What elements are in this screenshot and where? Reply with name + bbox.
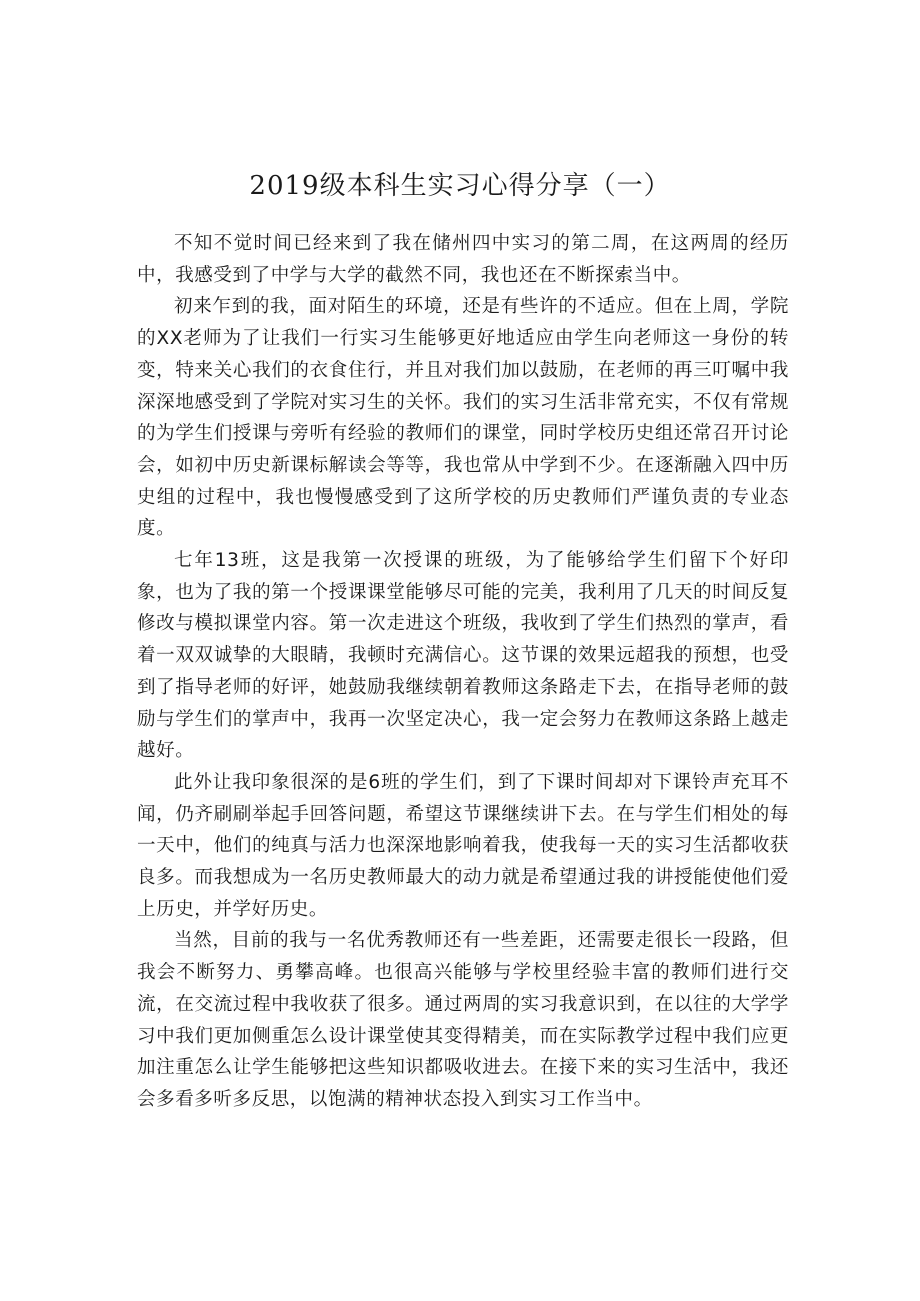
paragraph-3: 七年13班，这是我第一次授课的班级，为了能够给学生们留下个好印象，也为了我的第一个授课课堂能够尽可能的完美，我利用了几天的时间反复修改与模拟课堂内容。第一次走进这个班级，我收到了学生们热烈的掌声，看着一双双诚挚的大眼睛，我顿时充满信心。这节课的效果远超我的预想，也受到了指导老师的好评，她鼓励我继续朝着教师这条路走下去，在指导老师的鼓励与学生们的掌声中，我再一次坚定决心，我一定会努力在教师这条路上越走越好。 [137,550,789,762]
paragraph-5: 当然，目前的我与一名优秀教师还有一些差距，还需要走很长一段路，但我会不断努力、勇攀高峰。也很高兴能够与学校里经验丰富的教师们进行交流，在交流过程中我收获了很多。通过两周的实习我意识到，在以往的大学学习中我们更加侧重怎么设计课堂使其变得精美，而在实际教学过程中我们应更加注重怎么让学生能够把这些知识都吸收进去。在接下来的实习生活中，我还会多看多听多反思，以饱满的精神状态投入到实习工作当中。 [137,930,789,1110]
document-title: 2019级本科生实习心得分享（一） [249,171,671,201]
paragraph-1: 不知不觉时间已经来到了我在储州四中实习的第二周，在这两周的经历中，我感受到了中学与大学的截然不同，我也还在不断探索当中。 [137,233,789,286]
paragraph-4: 此外让我印象很深的是6班的学生们，到了下课时间却对下课铃声充耳不闻，仍齐刷刷举起手回答问题，希望这节课继续讲下去。在与学生们相处的每一天中，他们的纯真与活力也深深地影响着我，使我每一天的实习生活都收获良多。而我想成为一名历史教师最大的动力就是希望通过我的讲授能使他们爱上历史，并学好历史。 [137,771,789,920]
paragraph-2: 初来乍到的我，面对陌生的环境，还是有些许的不适应。但在上周，学院的XX老师为了让我们一行实习生能够更好地适应由学生向老师这一身份的转变，特来关心我们的衣食住行，并且对我们加以鼓励，在老师的再三叮嘱中我深深地感受到了学院对实习生的关怀。我们的实习生活非常充实，不仅有常规的为学生们授课与旁听有经验的教师们的课堂，同时学校历史组还常召开讨论会，如初中历史新课标解读会等等，我也常从中学到不少。在逐渐融入四中历史组的过程中，我也慢慢感受到了这所学校的历史教师们严谨负责的专业态度。 [137,296,789,540]
document-body [137,228,789,1116]
